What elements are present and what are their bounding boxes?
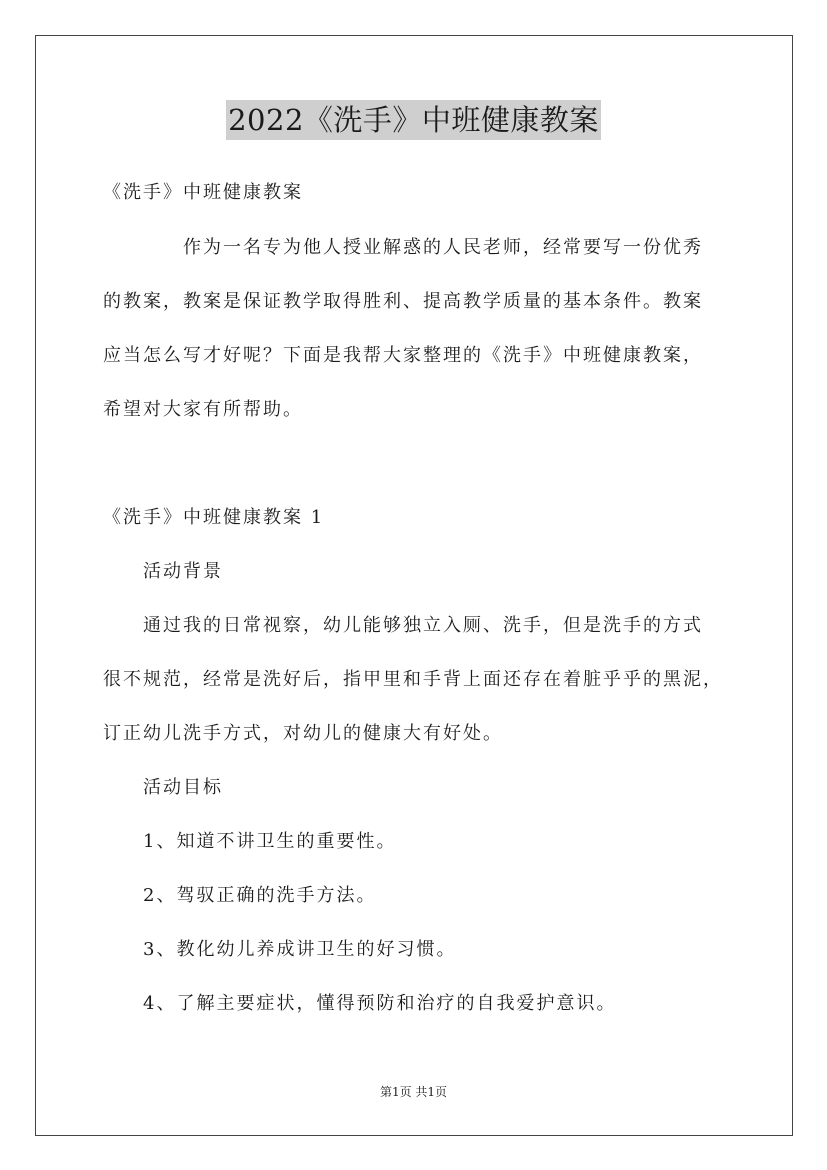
background-line-3: 订正幼儿洗手方式，对幼儿的健康大有好处。 xyxy=(103,723,503,744)
intro-line-4: 希望对大家有所帮助。 xyxy=(103,399,303,420)
background-line-2: 很不规范，经常是洗好后，指甲里和手背上面还存在着脏乎乎的黑泥， xyxy=(103,669,723,690)
section-heading: 《洗手》中班健康教案 1 xyxy=(103,507,325,528)
goal-item-2: 2、驾驭正确的洗手方法。 xyxy=(143,885,377,906)
document-title: 2022《洗手》中班健康教案 xyxy=(226,100,601,140)
intro-line-3: 应当怎么写才好呢？下面是我帮大家整理的《洗手》中班健康教案， xyxy=(103,345,703,366)
title-container xyxy=(0,100,827,140)
background-line-1: 通过我的日常视察，幼儿能够独立入厕、洗手，但是洗手的方式 xyxy=(143,615,703,636)
background-heading: 活动背景 xyxy=(143,561,223,582)
goals-heading: 活动目标 xyxy=(143,777,223,798)
page-footer: 第1页 共1页 xyxy=(379,1085,448,1099)
goal-item-4: 4、了解主要症状，懂得预防和治疗的自我爱护意识。 xyxy=(143,993,617,1014)
subtitle: 《洗手》中班健康教案 xyxy=(103,182,303,203)
goal-item-3: 3、教化幼儿养成讲卫生的好习惯。 xyxy=(143,939,457,960)
goal-item-1: 1、知道不讲卫生的重要性。 xyxy=(143,831,397,852)
intro-line-1: 作为一名专为他人授业解惑的人民老师，经常要写一份优秀 xyxy=(183,237,703,258)
intro-line-2: 的教案，教案是保证教学取得胜利、提高教学质量的基本条件。教案 xyxy=(103,291,703,312)
